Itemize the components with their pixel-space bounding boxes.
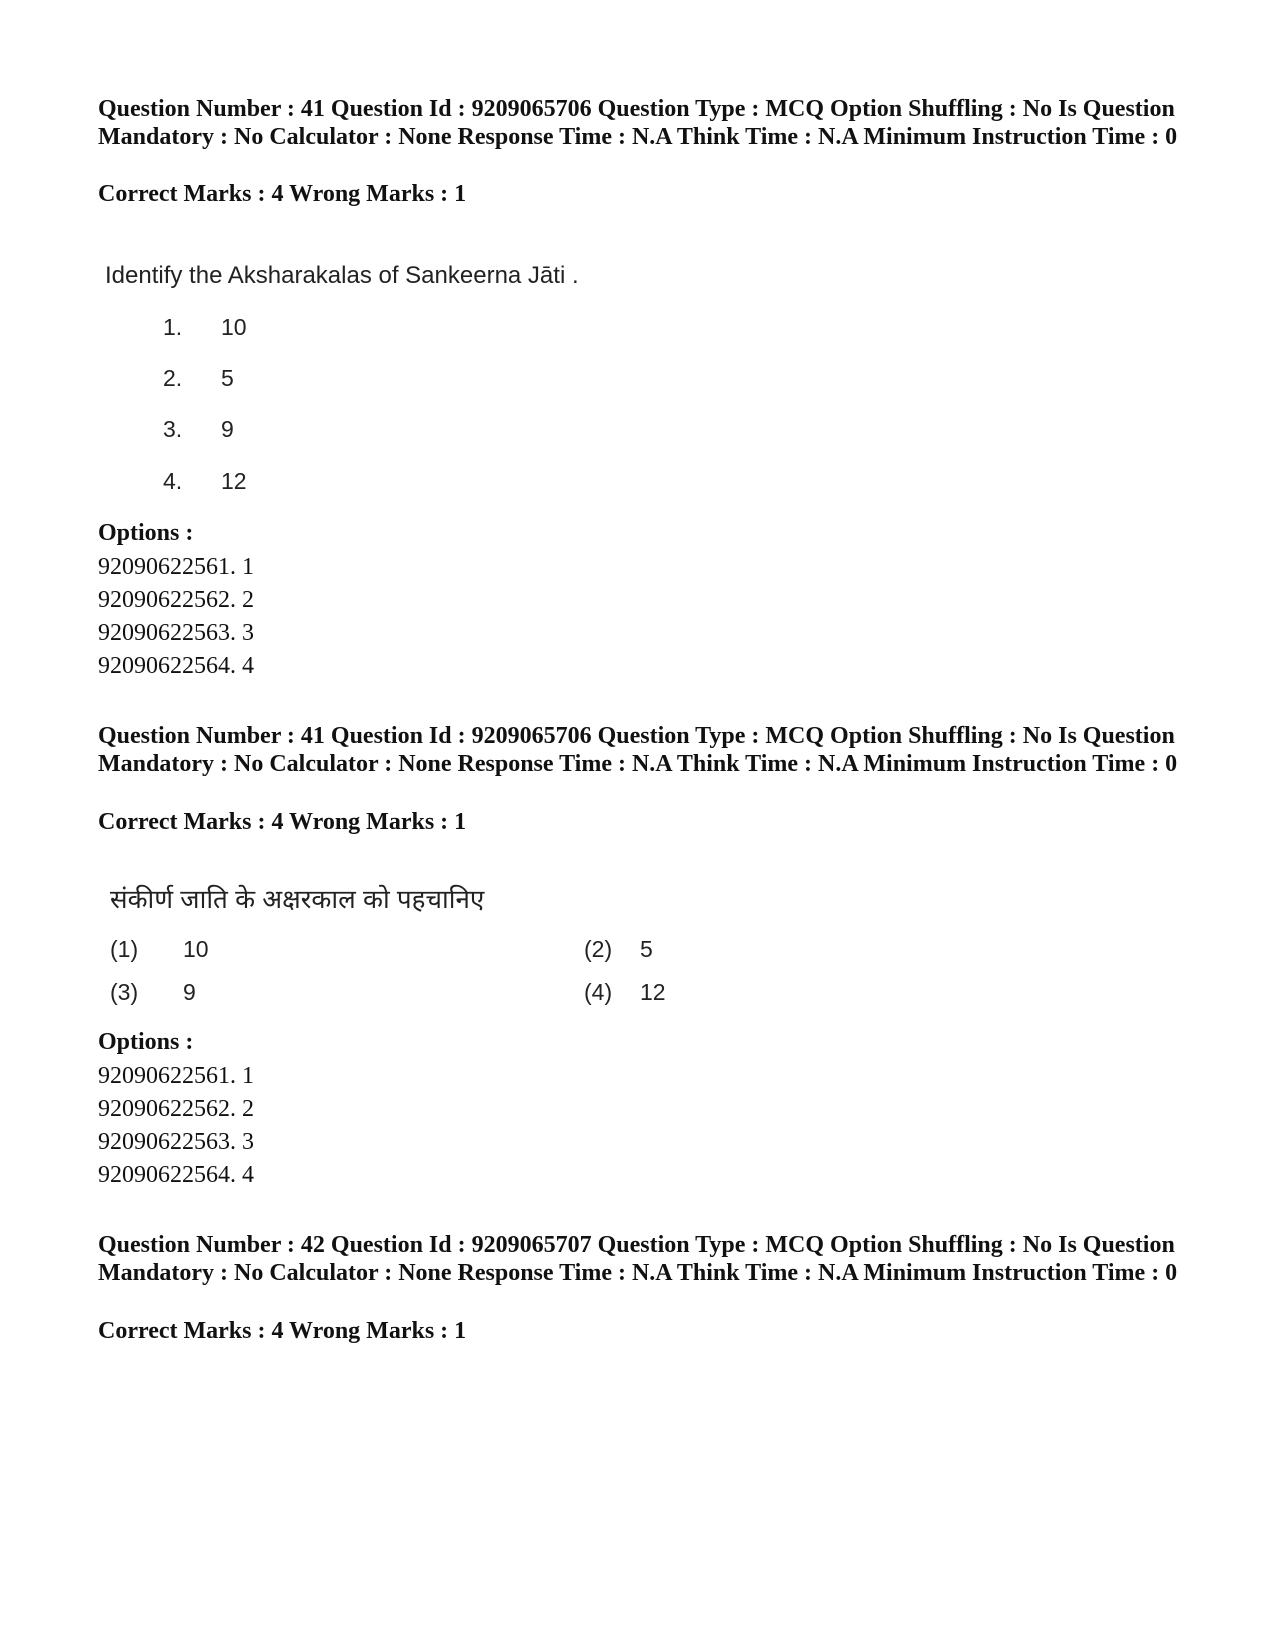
question-text: Identify the Aksharakalas of Sankeerna Jāti . [105, 262, 579, 289]
choice-number: (3) [110, 979, 139, 1005]
choice-number: (2) [584, 936, 613, 962]
question-marks: Correct Marks : 4 Wrong Marks : 1 [98, 809, 467, 835]
option-line: 92090622561. 1 [98, 554, 254, 580]
option-line: 92090622563. 3 [98, 1129, 254, 1155]
options-label: Options : [98, 1029, 194, 1055]
choice-value: 5 [640, 936, 653, 962]
choice-value: 10 [221, 314, 247, 340]
question-marks: Correct Marks : 4 Wrong Marks : 1 [98, 1318, 467, 1344]
choice-number: (1) [110, 936, 139, 962]
option-line: 92090622564. 4 [98, 1162, 254, 1188]
choice-value: 10 [183, 936, 209, 962]
choice-number: 4. [163, 468, 183, 494]
choice-value: 12 [640, 979, 666, 1005]
choice-number: 2. [163, 365, 183, 391]
question-meta: Question Number : 41 Question Id : 9209065706 Question Type : MCQ Option Shuffling : No Is Question Mandatory : No Calculator : None Response Time : N.A Think Time : N.A Minimum Instruction Time : 0 [98, 723, 1178, 777]
option-line: 92090622562. 2 [98, 1096, 254, 1122]
option-line: 92090622561. 1 [98, 1063, 254, 1089]
question-text: संकीर्ण जाति के अक्षरकाल को पहचानिए [110, 884, 485, 914]
choice-number: 3. [163, 416, 183, 442]
option-line: 92090622562. 2 [98, 587, 254, 613]
choice-value: 9 [221, 416, 234, 442]
choice-value: 12 [221, 468, 247, 494]
choice-number: 1. [163, 314, 183, 340]
question-marks: Correct Marks : 4 Wrong Marks : 1 [98, 181, 467, 207]
choice-number: (4) [584, 979, 613, 1005]
choice-value: 9 [183, 979, 196, 1005]
choice-value: 5 [221, 365, 234, 391]
option-line: 92090622564. 4 [98, 653, 254, 679]
options-label: Options : [98, 520, 194, 546]
question-meta: Question Number : 42 Question Id : 9209065707 Question Type : MCQ Option Shuffling : No Is Question Mandatory : No Calculator : None Response Time : N.A Think Time : N.A Minimum Instruction Time : 0 [98, 1232, 1178, 1286]
option-line: 92090622563. 3 [98, 620, 254, 646]
question-meta: Question Number : 41 Question Id : 9209065706 Question Type : MCQ Option Shuffling : No Is Question Mandatory : No Calculator : None Response Time : N.A Think Time : N.A Minimum Instruction Time : 0 [98, 96, 1178, 150]
